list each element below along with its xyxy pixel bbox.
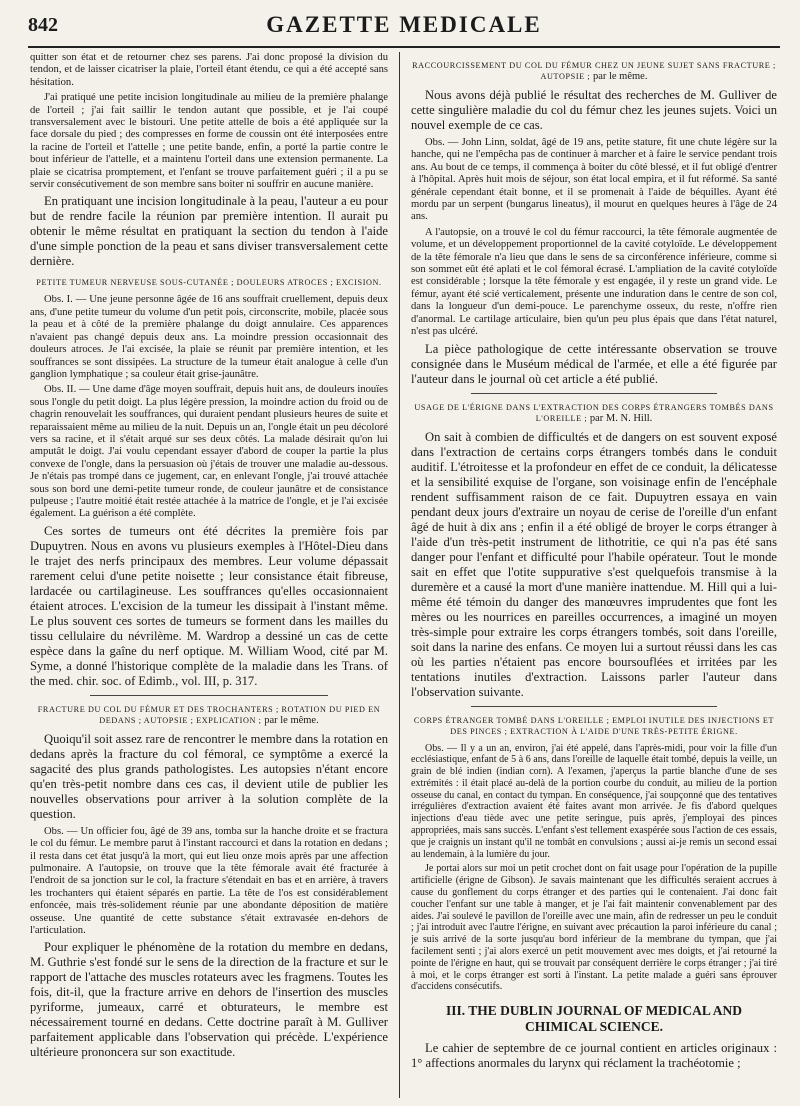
section-heading-author: par M. N. Hill. xyxy=(589,412,653,424)
section-heading xyxy=(30,704,388,726)
section-heading-main: RACCOURCISSEMENT DU COL DU FÉMUR CHEZ UN JEUNE SUJET SANS FRACTURE ; AUTOPSIE ; xyxy=(412,61,776,81)
observation-paragraph: Obs. II. — Une dame d'âge moyen souffrait, depuis huit ans, de douleurs inouïes sous l'ongle du petit doigt. La plus légère pression, la moindre action du froid ou de chagrin renouvelait les souffrances, qui duraient pendant plusieurs heures de suite et reparaissaient même au milieu de la nuit. Depuis un an, l'ongle était un peu décoloré vers sa racine, et il s'était arqué sur ses deux côtés. La malade désirait qu'on lui amputât le doigt. J'ai voulu cependant essayer d'abord de couper la partie la plus convexe de l'ongle, dans la persuasion où j'étais de trouver une maladie au-dessous. Je n'étais pas trompé dans ce jugement, car, en enlevant l'ongle, j'ai trouvé attachée sous son bord une demi-petite tumeur ronde, de couleur jaunâtre et de consistance pulpeuse ; l'autre moitié était restée attachée à la matrice de l'ongle, et je l'ai excisée également. La guérison a été complète. xyxy=(30,384,388,520)
paragraph: Le cahier de septembre de ce journal contient en articles originaux : 1° affections anormales du larynx qui réclament la trachéotomie ; xyxy=(411,1041,777,1071)
observation-paragraph: Obs. I. — Une jeune personne âgée de 16 ans souffrait cruellement, depuis deux ans, d'une petite tumeur du volume d'un petit pois, circonscrite, mobile, placée sous la peau et à côté de la première phalange du doigt annulaire. Ces apparences n'avaient pas changé depuis deux ans. La moindre pression occasionnait des douleurs atroces. Je l'ai excisée, la plaie se réunit par première intention, et les souffrances se sont dissipées. La structure de la tumeur était analogue à celle d'un ganglion lymphatique ; sa couleur était grise-jaunâtre. xyxy=(30,294,388,380)
paragraph: On sait à combien de difficultés et de dangers on est souvent exposé dans l'extraction de certains corps étrangers tombés dans le conduit auditif. L'étroitesse et la profondeur en effet de ce conduit, la délicatesse et la sensibilité exquise de l'organe, son voisinage enfin de l'encéphale rendent suffisamment raison de ce fait. Dupuytren essaya en vain pendant deux jours d'extraire un noyau de cerise de l'oreille d'un enfant âgé de huit à dix ans ; enfin il a été obligé de broyer le corps étranger à l'aide d'un très-petit instrument de lithotritie, ce qui n'a pas été sans danger pour l'enfant et difficulté pour l'habile opérateur. Tout le monde sait en effet que l'otite suppurative s'est quelquefois transmise à la duremère et a causé la mort d'une manière inattendue. M. Hill qui a lui-même été témoin du danger des manœuvres imprudentes que font les mères ou les nourrices en pareilles occurrences, a imaginé un moyen très-simple pour extraire les corps étrangers tombés, soit dans l'oreille, soit dans la narine des enfans. Ce moyen lui a surtout réussi dans les cas où les parties n'étaient pas encore boursouflées et irritées par les tentations inutiles d'extraction. Laissons parler l'auteur dans l'observation suivante. xyxy=(411,429,777,699)
page-number: 842 xyxy=(28,14,58,36)
section-title: III. THE DUBLIN JOURNAL OF MEDICAL AND CHIMICAL SCIENCE. xyxy=(446,1003,742,1035)
paragraph: J'ai pratiqué une petite incision longitudinale au milieu de la première phalange de l'orteil ; j'ai fait saillir le tendon autant que possible, et je l'ai coupé transversalement avec le bistouri. Une petite attelle de bois a été appliquée sur la face dorsale du pied ; des compresses en forme de coussin ont été interposées entre la racine de l'orteil et l'attelle ; une petite bande, enfin, a porté la partie contre le bout inférieur de l'attelle, et a maintenu l'orteil dans une extension permanente. La plaie se cicatrisa promptement, et l'enfant se trouve parfaitement guéri ; il a pu se servir consécutivement de son membre sans boiter ni souffrir en aucune manière. xyxy=(30,92,388,191)
section-heading-main: USAGE DE L'ÉRIGNE DANS L'EXTRACTION DES CORPS ÉTRANGERS TOMBÉS DANS L'OREILLE ; xyxy=(414,402,774,423)
paragraph: Pour expliquer le phénomène de la rotation du membre en dedans, M. Guthrie s'est fondé sur le sens de la direction de la fracture et sur le rapport de l'attache des muscles rotateurs avec les fragmens. Toutes les fois, dit-il, que la fracture arrive en dehors de l'insertion des muscles pyriforme, jumeaux, carré et obturateurs, le membre est nécessairement tourné en dedans. Cette doctrine paraît à M. Gulliver parfaitement applicable dans l'observation qui précède. L'expérience ultérieure prononcera sur son exactitude. xyxy=(30,940,388,1060)
right-column xyxy=(411,52,777,1098)
divider xyxy=(471,393,717,394)
observation-paragraph: Obs. — Un officier fou, âgé de 39 ans, tomba sur la hanche droite et se fractura le col du fémur. Le membre parut à l'instant raccourci et dans la rotation en dedans ; il resta dans cet état jusqu'à la mort, qui eut lieu onze mois après par une affection pulmonaire. A l'autopsie, on trouve que la tête fémorale avait été fracturée à l'endroit de sa jonction sur le col, la fracture s'étendait en bas et en arrière, à travers les trochanters qui étaient séparés en partie. La tête de l'os est considérablement enfoncée, mais très-solidement réunie par une abondante déposition de matière osseuse. Une quantité de cette substance s'était extravasée en-dehors de l'articulation. xyxy=(30,825,388,937)
section-heading-main: FRACTURE DU COL DU FÉMUR ET DES TROCHANTERS ; ROTATION DU PIED EN DEDANS ; AUTOPSIE ; EXPLICATION ; xyxy=(37,704,381,725)
paragraph: Ces sortes de tumeurs ont été décrites la première fois par Dupuytren. Nous en avons vu plusieurs exemples à l'Hôtel-Dieu dans le trajet des nerfs principaux des membres. Leur volume dépassait rarement celui d'une petite noisette ; leur consistance était fibreuse, lardacée ou cartilagineuse. Les souffrances qu'elles occasionnaient étaient atroces. L'excision de la tumeur les dissipait à l'instant même. Le plus souvent ces sortes de tumeurs se forment dans les mailles du tissu cellulaire du névrilème. M. Wardrop a dessiné un cas de cette espèce dans la gaîne du nerf optique. M. William Wood, cité par M. Syme, a donné l'historique complète de la maladie dans les Trans. of the med. chir. soc. of Edimb., vol. III, p. 317. xyxy=(30,523,388,688)
left-column xyxy=(30,52,388,1098)
section-heading xyxy=(411,60,777,82)
observation-paragraph: Obs. — Il y a un an, environ, j'ai été appelé, dans l'après-midi, pour voir la fille d'un ecclésiastique, enfant de 5 à 6 ans, dans l'oreille de laquelle était tombé, depuis la veille, un grain de blé indien (indian corn). A l'examen, j'aperçus la partie blanche d'une de ses extrémités : il était placé au-delà de la portion courbe du conduit, au milieu de la portion osseuse du canal, en contact du tympan. En conséquence, j'ai soupçonné que des tentatives irrégulières d'extraction avaient été faites avant mon arrivée. Je fis d'abord quelques injections d'eau tiède avec une petite seringue, puis après, j'employai des pinces appropriées, mais sans succès. L'enfant s'est tellement exaspérée sous l'action de ces essais, que je craignis un instant qu'il ne tombât en convulsions ; aussi ai-je remis un second essai au lendemain, à la lumière du jour. xyxy=(411,742,777,860)
paragraph: Quoiqu'il soit assez rare de rencontrer le membre dans la rotation en dedans après la fracture du col fémoral, ce symptôme a exercé la sagacité des plus grands pathologistes. Les autopsies n'étant encore qu'en très-petit nombre dans ces cas, il devient utile de publier les nouvelles observations pour arriver à la solution complète de la question. xyxy=(30,731,388,821)
journal-title: GAZETTE MEDICALE xyxy=(266,12,542,37)
paragraph: En pratiquant une incision longitudinale à la peau, l'auteur a eu pour but de rendre facile la réunion par première intention. Il aurait pu obtenir le même résultat en pratiquant la section du tendon à l'aide d'une simple ponction de la peau et sans diviser transversalement cette dernière. xyxy=(30,194,388,269)
paragraph: A l'autopsie, on a trouvé le col du fémur raccourci, la tête fémorale augmentée de volume, et un développement proportionnel de la cavité cotyloïde. Le développement de la tête fémorale n'a lieu que dans le sens de sa circonférence inférieure, comme si son sommet eût été aplati et le col fémoral écrasé. L'ampliation de la cavité cotyloïde est considérable ; lorsque la tête fémorale y est engagée, il y reste un grand vide. Le fémur, ayant été scié verticalement, présente une induration dans le centre de son col, dans la longueur d'un demi-pouce. Le parenchyme osseux, du reste, n'offre rien d'anormal. Le cartilage articulaire, bien qu'un peu plus épais que dans l'état naturel, n'est pas ulcéré. xyxy=(411,226,777,338)
paragraph: Je portai alors sur moi un petit crochet dont on fait usage pour l'opération de la pupille artificielle (érigne de Gibson). Je savais maintenant que les difficultés seraient accrues à cause du gonflement du corps étranger et des parties qui le contenaient. J'ai donc fait coucher l'enfant sur une table à manger, et je l'ai fait maintenir convenablement par des aides. J'ai soulevé le pavillon de l'oreille avec une main, afin de redresser un peu le conduit ; j'ai introduit avec l'autre l'érigne, en suivant avec précaution la paroi inférieure du canal ; je suis arrivé de la sorte jusqu'au bord inférieur de la membrane du tympan, que j'ai facilement senti ; j'ai alors exercé un petit mouvement avec mes doigts, et j'ai retourné la pointe de l'érigne en haut, qui se trouvait par conséquent derrière le corps étranger ; j'ai tiré à moi, et le corps étranger est sorti à l'instant. La petite malade a guéri sans éprouver d'accidens consécutifs. xyxy=(411,863,777,993)
column-divider xyxy=(399,52,400,1098)
paragraph: quitter son état et de retourner chez ses parens. J'ai donc proposé la division du tendon, et de laisser cicatriser la plaie, l'orteil étant étendu, ce qui a été accepté sans hésitation. xyxy=(30,52,388,88)
page-header xyxy=(28,10,780,48)
divider xyxy=(90,695,328,696)
observation-paragraph: Obs. — John Linn, soldat, âgé de 19 ans, petite stature, fit une chute légère sur la hanche, qui ne l'empêcha pas de continuer à marcher et à faire le service pendant trois ans. Au bout de ce temps, il commença à boiter du côté blessé, et il fut obligé d'entrer à l'hôpital. Après huit mois de séjour, son état local empira, et il fut réformé. Sa santé générale cependant était bonne, et il se promenait à l'aide de béquilles. Ayant été mordu par un serpent (bungarus lineatus), il mourut en quelques heures à l'âge de 24 ans. xyxy=(411,137,777,223)
divider xyxy=(471,706,717,707)
section-heading xyxy=(411,402,777,424)
section-heading-author: par le même. xyxy=(592,71,648,82)
paragraph: Nous avons déjà publié le résultat des recherches de M. Gulliver de cette singulière maladie du col du fémur chez les jeunes sujets. Voici un nouvel exemple de ce cas. xyxy=(411,88,777,132)
paragraph: La pièce pathologique de cette intéressante observation se trouve consignée dans le Muséum médical de l'armée, et elle a été figurée par l'auteur dans le journal où cet article a été publié. xyxy=(411,341,777,386)
section-heading: PETITE TUMEUR NERVEUSE SOUS-CUTANÉE ; DOULEURS ATROCES ; EXCISION. xyxy=(36,278,382,288)
section-heading-author: par le même. xyxy=(264,714,319,726)
section-heading: CORPS ÉTRANGER TOMBÉ DANS L'OREILLE ; EMPLOI INUTILE DES INJECTIONS ET DES PINCES ; EXTRACTION À L'AIDE D'UNE TRÈS-PETITE ÉRIGNE. xyxy=(413,715,775,736)
